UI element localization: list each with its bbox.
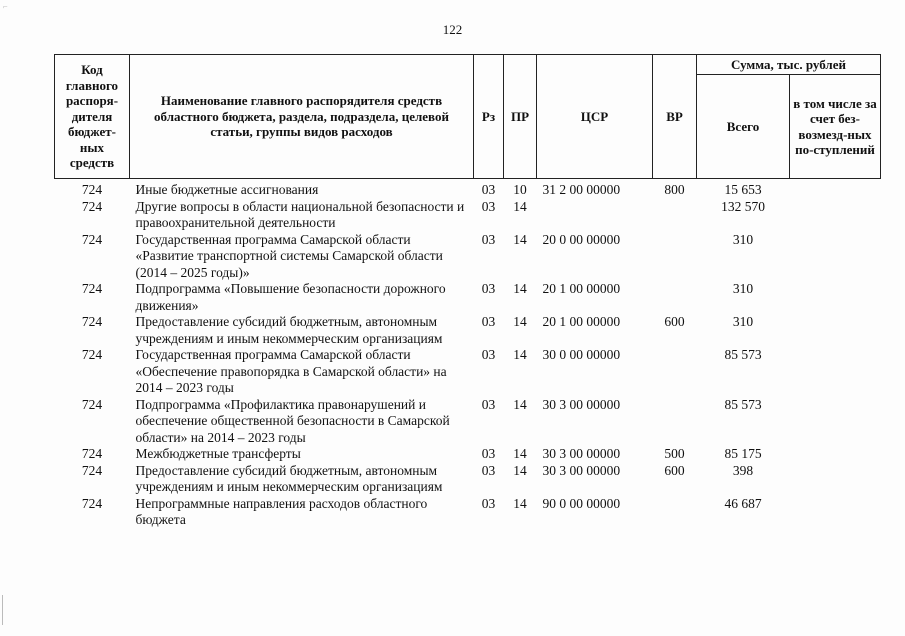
cell-rz: 03 <box>481 314 496 329</box>
table-row <box>55 179 881 199</box>
cell-csr: 31 2 00 00000 <box>542 182 621 197</box>
cell-pr: 14 <box>513 462 527 478</box>
cell-code: 724 <box>81 182 103 197</box>
cell-code: 724 <box>81 281 103 296</box>
cell-free <box>790 397 881 447</box>
cell-vr <box>653 199 697 232</box>
cell-rz: 03 <box>481 198 496 214</box>
cell-rz: 03 <box>481 396 496 412</box>
cell-name: Иные бюджетные ассигнования <box>135 182 319 197</box>
cell-vr <box>653 347 697 397</box>
cell-vr: 800 <box>664 182 685 197</box>
cell-csr: 20 1 00 00000 <box>542 314 621 329</box>
cell-pr: 14 <box>513 495 527 511</box>
cell-name: Предоставление субсидий бюджетным, автономным учреждениям и иным некоммерческим организациям <box>135 462 443 494</box>
cell-code: 724 <box>81 231 103 247</box>
cell-total: 85 573 <box>724 347 762 362</box>
header-free: в том числе за счет без-возмезд-ных по-ступлений <box>790 75 881 179</box>
cell-total: 310 <box>732 281 754 296</box>
cell-vr <box>653 232 697 282</box>
cell-csr: 30 3 00 00000 <box>542 462 621 478</box>
cell-pr: 14 <box>513 231 527 247</box>
cell-pr: 14 <box>513 314 527 329</box>
cell-vr: 600 <box>664 462 685 478</box>
cell-vr: 600 <box>664 314 685 329</box>
cell-name: Межбюджетные трансферты <box>135 446 301 461</box>
header-total: Всего <box>697 75 790 179</box>
cell-vr <box>653 281 697 314</box>
table-row <box>55 496 881 529</box>
cell-name: Подпрограмма «Профилактика правонарушений и обеспечение общественной безопасности в Самарской области» на 2014 – 2023 годы <box>135 396 450 445</box>
table-row <box>55 199 881 232</box>
scan-edge-line <box>2 595 3 625</box>
cell-free <box>790 179 881 199</box>
cell-vr: 500 <box>664 446 685 461</box>
header-csr: ЦСР <box>537 55 653 179</box>
cell-total: 85 573 <box>724 396 762 412</box>
cell-code: 724 <box>81 314 103 329</box>
cell-rz: 03 <box>481 281 496 296</box>
cell-pr: 14 <box>513 198 527 214</box>
cell-total: 46 687 <box>724 495 762 511</box>
cell-code: 724 <box>81 495 103 511</box>
header-pr: ПР <box>504 55 537 179</box>
cell-rz: 03 <box>481 446 496 461</box>
cell-csr: 20 1 00 00000 <box>542 281 621 296</box>
header-name: Наименование главного распорядителя средств областного бюджета, раздела, подраздела, целевой статьи, группы видов расходов <box>130 55 474 179</box>
cell-name: Непрограммные направления расходов областного бюджета <box>135 495 428 527</box>
page-number: 122 <box>442 22 463 37</box>
cell-total: 132 570 <box>721 198 765 214</box>
cell-csr: 90 0 00 00000 <box>542 495 621 511</box>
table-row <box>55 314 881 347</box>
scan-artifact: ⌐ <box>3 2 8 11</box>
cell-name: Предоставление субсидий бюджетным, автономным учреждениям и иным некоммерческим организациям <box>135 314 443 346</box>
cell-name: Государственная программа Самарской области «Обеспечение правопорядка в Самарской области» на 2014 – 2023 годы <box>135 347 447 395</box>
cell-total: 398 <box>732 462 754 478</box>
table-row <box>55 463 881 496</box>
cell-code: 724 <box>81 446 103 461</box>
header-sum: Сумма, тыс. рублей <box>697 55 881 75</box>
table-row <box>55 281 881 314</box>
cell-free <box>790 281 881 314</box>
cell-free <box>790 446 881 463</box>
cell-csr: 20 0 00 00000 <box>542 231 621 247</box>
cell-pr: 14 <box>513 396 527 412</box>
cell-code: 724 <box>81 462 103 478</box>
cell-pr: 14 <box>513 446 527 461</box>
header-rz: Рз <box>474 55 504 179</box>
cell-vr <box>653 397 697 447</box>
cell-name: Подпрограмма «Повышение безопасности дорожного движения» <box>135 281 446 313</box>
table-row <box>55 446 881 463</box>
cell-rz: 03 <box>481 182 496 197</box>
cell-csr <box>537 199 653 232</box>
cell-vr <box>653 496 697 529</box>
cell-rz: 03 <box>481 231 496 247</box>
cell-csr: 30 3 00 00000 <box>542 446 621 461</box>
cell-total: 310 <box>732 231 754 247</box>
cell-code: 724 <box>81 347 103 362</box>
cell-code: 724 <box>81 396 103 412</box>
cell-csr: 30 0 00 00000 <box>542 347 621 362</box>
cell-free <box>790 232 881 282</box>
cell-pr: 10 <box>513 182 527 197</box>
cell-free <box>790 496 881 529</box>
cell-rz: 03 <box>481 495 496 511</box>
cell-name: Государственная программа Самарской области «Развитие транспортной системы Самарской области (2014 – 2025 годы)» <box>135 231 443 280</box>
cell-free <box>790 199 881 232</box>
cell-code: 724 <box>81 198 103 214</box>
budget-table <box>54 54 880 529</box>
cell-total: 310 <box>732 314 754 329</box>
cell-csr: 30 3 00 00000 <box>542 396 621 412</box>
cell-free <box>790 463 881 496</box>
cell-rz: 03 <box>481 462 496 478</box>
cell-total: 15 653 <box>724 182 762 197</box>
cell-free <box>790 347 881 397</box>
cell-total: 85 175 <box>724 446 762 461</box>
table-row <box>55 397 881 447</box>
header-code: Код главного распоря-дителя бюджет-ных средств <box>55 55 130 179</box>
cell-pr: 14 <box>513 347 527 362</box>
cell-rz: 03 <box>481 347 496 362</box>
header-vr: ВР <box>653 55 697 179</box>
cell-pr: 14 <box>513 281 527 296</box>
table-row <box>55 347 881 397</box>
table-row <box>55 232 881 282</box>
table-body <box>55 179 881 529</box>
cell-free <box>790 314 881 347</box>
cell-name: Другие вопросы в области национальной безопасности и правоохранительной деятельности <box>135 198 465 230</box>
